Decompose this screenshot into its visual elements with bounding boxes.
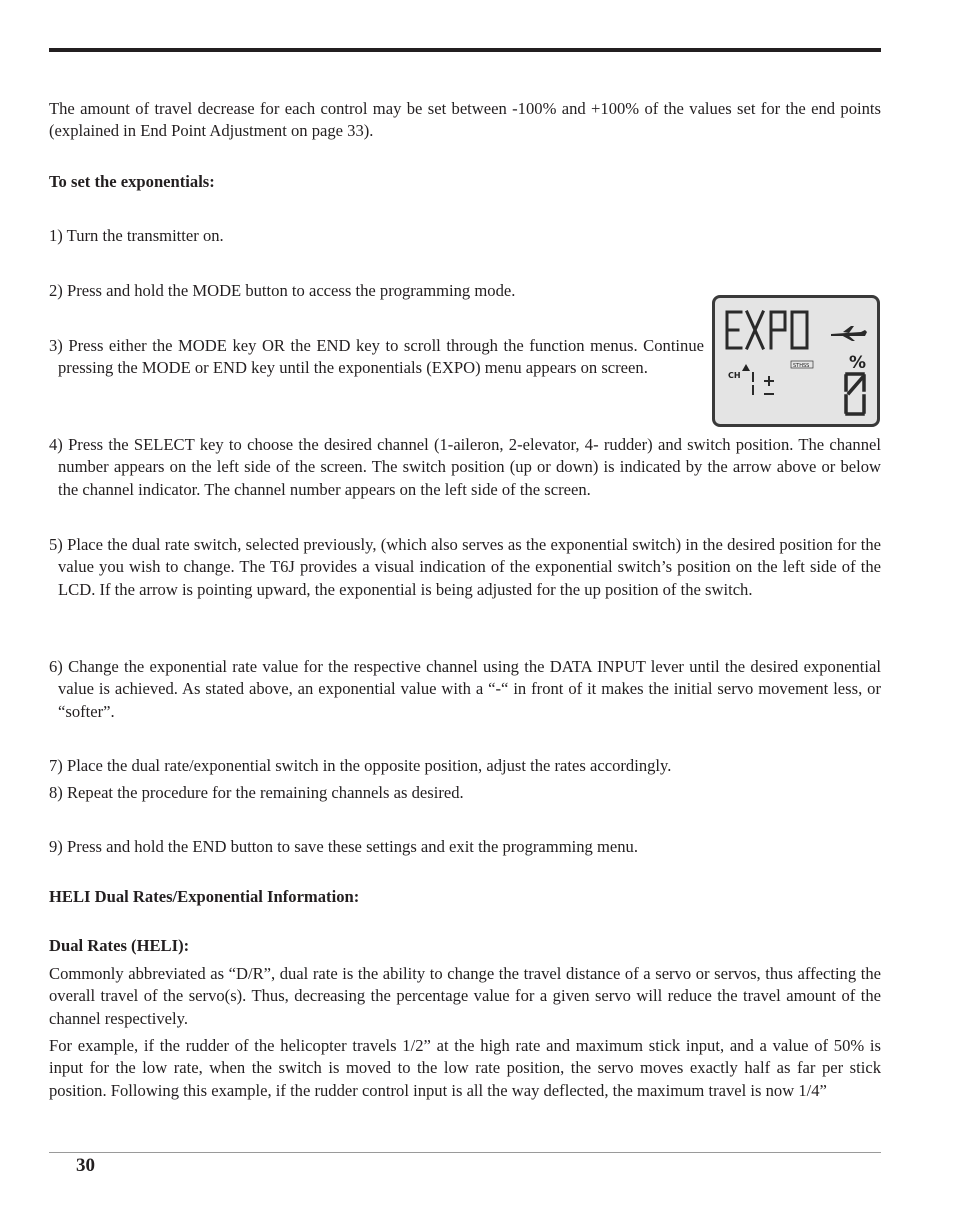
step-4: 4) Press the SELECT key to choose the desired channel (1-aileron, 2-elevator, 4- rudder) and switch position. The channel number appears on the left side of the screen. The switch position (up or down) is indicated by the arrow above or below the channel indicator. The channel number appears on the left side of the screen.	[49, 435, 881, 499]
step-3: 3) Press either the MODE key OR the END key to scroll through the function menus. Continue pressing the MODE or END key until the exponentials (EXPO) menu appears on screen.	[49, 336, 704, 378]
step-5: 5) Place the dual rate switch, selected previously, (which also serves as the exponential switch) in the desired position for the value you wish to change. The T6J provides a visual indication of the exponential switch’s position on the left side of the LCD. If the arrow is pointing upward, the exponential is being adjusted for the up position of the switch.	[49, 535, 881, 599]
intro-paragraph: The amount of travel decrease for each control may be set between -100% and +100% of the values set for the end points (explained in End Point Adjustment on page 33).	[49, 99, 881, 141]
lcd-switch-label: STHSS	[793, 363, 810, 369]
top-rule	[49, 48, 881, 52]
lcd-expo-illustration	[712, 295, 880, 427]
lcd-value-digit-segments	[846, 374, 864, 414]
lcd-title-expo	[727, 312, 807, 348]
lcd-percent-symbol: %	[849, 353, 867, 373]
lcd-sign-segments	[764, 376, 774, 394]
lcd-screen	[715, 298, 877, 424]
dual-rates-paragraph-1: Commonly abbreviated as “D/R”, dual rate is the ability to change the travel distance of a servo or servos, thus affecting the overall travel of the servo(s). Thus, decreasing the percentage value for a given servo will reduce the travel amount of the channel respectively.	[49, 964, 881, 1028]
airplane-icon	[831, 326, 867, 341]
page-number: 30	[76, 1155, 95, 1176]
step-9: 9) Press and hold the END button to save these settings and exit the programming menu.	[49, 837, 638, 856]
step-7: 7) Place the dual rate/exponential switch in the opposite position, adjust the rates accordingly.	[49, 756, 672, 775]
bottom-rule	[49, 1152, 881, 1153]
section-heading-set-exponentials: To set the exponentials:	[49, 172, 215, 191]
section-heading-heli: HELI Dual Rates/Exponential Information:	[49, 887, 360, 906]
lcd-channel-label: CH	[728, 371, 741, 380]
step-8: 8) Repeat the procedure for the remaining channels as desired.	[49, 783, 464, 802]
step-1: 1) Turn the transmitter on.	[49, 226, 224, 245]
step-2: 2) Press and hold the MODE button to access the programming mode.	[49, 281, 516, 300]
switch-up-arrow-icon	[742, 364, 750, 371]
dual-rates-paragraph-2: For example, if the rudder of the helicopter travels 1/2” at the high rate and maximum stick input, and a value of 50% is input for the low rate, when the switch is moved to the low rate position, the servo moves exactly half as far per stick position. Following this example, if the rudder control input is all the way deflected, the maximum travel is now 1/4”	[49, 1036, 881, 1100]
section-heading-dual-rates: Dual Rates (HELI):	[49, 936, 190, 955]
step-6: 6) Change the exponential rate value for the respective channel using the DATA INPUT lever until the desired exponential value is achieved. As stated above, an exponential value with a “-“ in front of it makes the initial servo movement less, or “softer”.	[49, 657, 881, 721]
